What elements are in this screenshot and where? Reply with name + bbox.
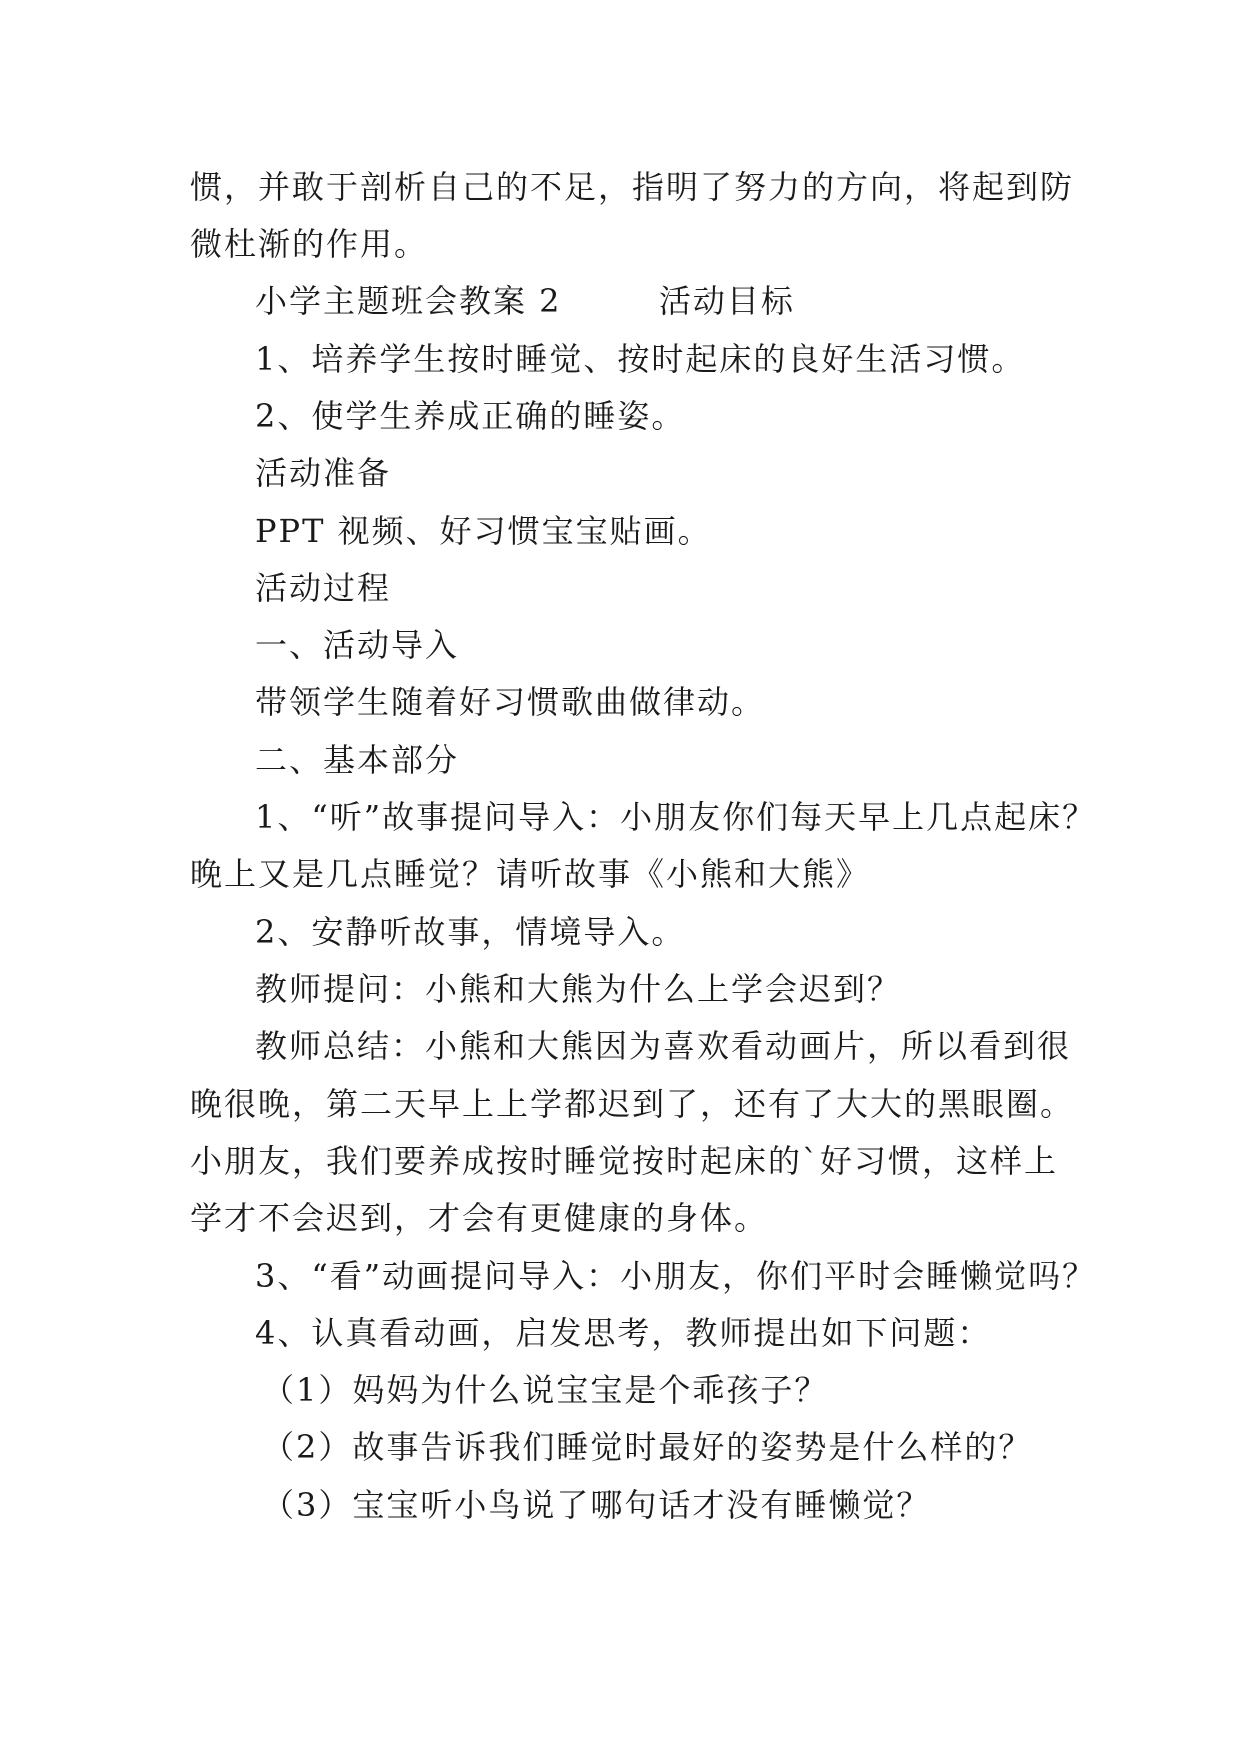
list-item: 2、安静听故事，情境导入。 xyxy=(255,913,686,951)
list-item: 4、认真看动画，启发思考，教师提出如下问题： xyxy=(255,1314,992,1352)
paragraph-line: 带领学生随着好习惯歌曲做律动。 xyxy=(255,683,766,721)
list-item: 1、“听”故事提问导入：小朋友你们每天早上几点起床？ xyxy=(255,798,1097,836)
list-item: 2、使学生养成正确的睡姿。 xyxy=(255,397,686,435)
section-heading: 活动过程 xyxy=(255,569,392,607)
paragraph-line: 惯，并敢于剖析自己的不足，指明了努力的方向，将起到防 xyxy=(190,168,1075,206)
paragraph-line: 晚很晚，第二天早上上学都迟到了，还有了大大的黑眼圈。 xyxy=(190,1085,1075,1123)
paragraph-line: 教师总结：小熊和大熊因为喜欢看动画片，所以看到很 xyxy=(255,1027,1072,1065)
paragraph-line: 晚上又是几点睡觉？请听故事《小熊和大熊》 xyxy=(190,855,871,893)
question-item: （3）宝宝听小鸟说了哪句话才没有睡懒觉？ xyxy=(262,1486,931,1524)
section-heading: 小学主题班会教案 2 活动目标 xyxy=(255,282,795,320)
paragraph-line: PPT 视频、好习惯宝宝贴画。 xyxy=(255,512,712,550)
list-item: 3、“看”动画提问导入：小朋友，你们平时会睡懒觉吗？ xyxy=(255,1257,1097,1295)
list-item: 1、培养学生按时睡觉、按时起床的良好生活习惯。 xyxy=(255,340,1026,378)
section-heading: 活动准备 xyxy=(255,454,392,492)
paragraph-line: 教师提问：小熊和大熊为什么上学会迟到？ xyxy=(255,970,902,1008)
section-heading: 一、活动导入 xyxy=(255,626,460,664)
paragraph-line: 学才不会迟到，才会有更健康的身体。 xyxy=(190,1199,769,1237)
paragraph-line: 微杜渐的作用。 xyxy=(190,225,429,263)
paragraph-line: 小朋友，我们要养成按时睡觉按时起床的`好习惯，这样上 xyxy=(190,1142,1059,1180)
question-item: （1）妈妈为什么说宝宝是个乖孩子？ xyxy=(262,1371,829,1409)
section-heading: 二、基本部分 xyxy=(255,741,460,779)
question-item: （2）故事告诉我们睡觉时最好的姿势是什么样的？ xyxy=(262,1428,1033,1466)
